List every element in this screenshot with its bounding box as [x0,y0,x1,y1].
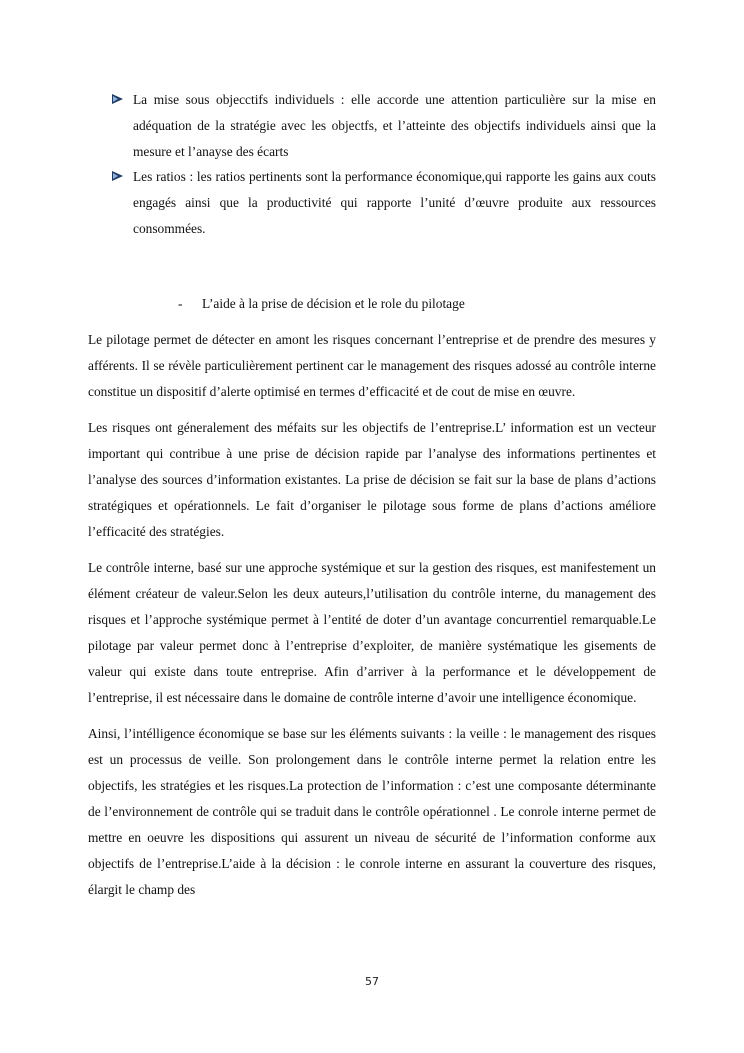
subheading-dash: - [178,296,183,311]
bullet-item [110,87,656,164]
bullet-text: Les ratios : les ratios pertinents sont la performance économique,qui rapporte les gains aux couts engagés ainsi que la productivité qui rapporte l’unité d’œuvre produite aux ressources consommées. [133,169,656,236]
bullet-item [110,164,656,241]
arrow-bullet-icon [112,94,123,104]
page-number: 57 [365,975,379,988]
section-subheading [178,291,465,317]
arrow-bullet-icon [112,171,123,181]
paragraph: Ainsi, l’intélligence économique se base sur les éléments suivants : la veille : le management des risques est un processus de veille. Son prolongement dans le contrôle interne permet la relation entre les objectifs, les stratégies et les risques.La protection de l’information : c’est une composante déterminante de l’environnement de contrôle qui se traduit dans le contrôle opérationnel . Le conrole interne permet de mettre en oeuvre les dispositions qui assurent un niveau de sécurité de l’information conforme aux objectifs de l’entreprise.L’aide à la décision : le conrole interne en assurant la couverture des risques, élargit le champ des [88,726,656,897]
body-text [88,327,656,913]
bullet-text: La mise sous objecctifs individuels : elle accorde une attention particulière sur la mise en adéquation de la stratégie avec les objectfs, et l’atteinte des objectifs individuels ainsi que la mesure et l’anayse des écarts [133,92,656,159]
bullet-list [110,87,656,242]
paragraph: Les risques ont géneralement des méfaits sur les objectifs de l’entreprise.L’ information est un vecteur important qui contribue à une prise de décision rapide par l’analyse des informations pertinentes et l’analyse des sources d’information existantes. La prise de décision se fait sur la base de plans d’actions stratégiques et opérationnels. Le fait d’organiser le pilotage sous forme de plans d’actions améliore l’efficacité des stratégies. [88,420,656,539]
paragraph: Le contrôle interne, basé sur une approche systémique et sur la gestion des risques, est manifestement un élément créateur de valeur.Selon les deux auteurs,l’utilisation du contrôle interne, du management des risques et l’approche systémique permet à l’entité de doter d’un avantage concurrentiel remarquable.Le pilotage par valeur permet donc à l’entreprise d’exploiter, de manière systématique les gisements de valeur qui existe dans toute entreprise. Afin d’arriver à la performance et le développement de l’entreprise, il est nécessaire dans le domaine de contrôle interne d’avoir une intelligence économique. [88,560,656,705]
paragraph: Le pilotage permet de détecter en amont les risques concernant l’entreprise et de prendre des mesures y afférents. Il se révèle particulièrement pertinent car le management des risques adossé au contrôle interne constitue un dispositif d’alerte optimisé en termes d’efficacité et de cout de mise en œuvre. [88,332,656,399]
subheading-text: L’aide à la prise de décision et le role du pilotage [202,296,465,311]
